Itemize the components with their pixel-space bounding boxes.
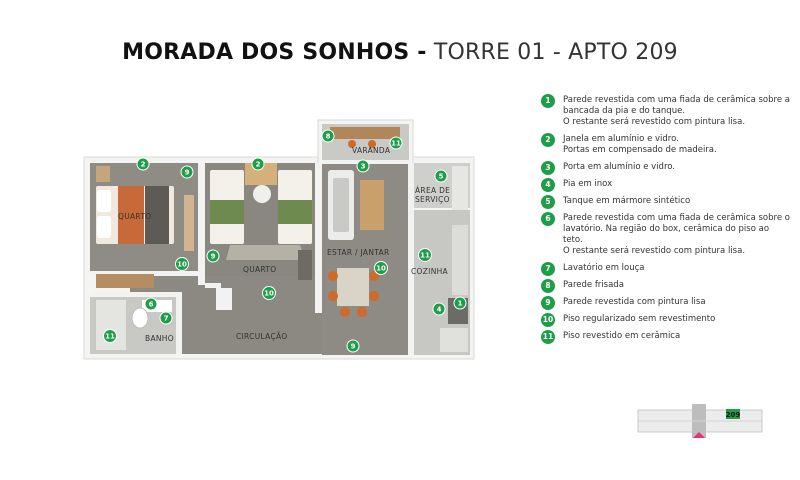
legend-text-line: Pia em inox [563, 179, 613, 189]
legend-number-badge: 2 [541, 133, 555, 147]
title-unit: TORRE 01 - APTO 209 [433, 40, 678, 65]
legend-text-line: Lavatório em louça [563, 263, 645, 273]
legend-item [541, 95, 791, 128]
legend-text-line: Janela em alumínio e vidro. [563, 134, 679, 144]
marker-4 [433, 303, 445, 315]
legend-number-badge: 10 [541, 313, 555, 327]
marker-5 [435, 170, 447, 182]
svg-text:2: 2 [140, 160, 146, 169]
svg-text:2: 2 [255, 160, 261, 169]
legend-item [541, 134, 791, 156]
svg-text:1: 1 [457, 299, 463, 308]
marker-8 [322, 130, 334, 142]
marker-9 [347, 340, 359, 352]
legend-item [541, 263, 791, 274]
svg-text:6: 6 [148, 300, 154, 309]
legend-number-badge: 8 [541, 279, 555, 293]
marker-6 [145, 298, 157, 310]
legend-number-badge: 4 [541, 178, 555, 192]
legend-text-line: O restante será revestido com pintura lisa. [563, 117, 746, 127]
legend-number-badge: 5 [541, 195, 555, 209]
marker-3 [357, 160, 369, 172]
marker-10 [176, 258, 189, 271]
svg-text:8: 8 [325, 132, 331, 141]
legend-text-line: O restante será revestido com pintura lisa. [563, 246, 746, 256]
legend-item [541, 162, 791, 173]
svg-text:4: 4 [436, 305, 442, 314]
legend-number-badge: 7 [541, 262, 555, 276]
svg-text:10: 10 [177, 260, 187, 269]
marker-2 [252, 158, 264, 170]
marker-10 [263, 287, 276, 300]
marker-2 [137, 158, 149, 170]
legend-text-line: Parede revestida com uma fiada de cerâmica sobre o [563, 213, 790, 223]
legend-number-badge: 1 [541, 94, 555, 108]
room-label-servico-2: SERVIÇO [415, 195, 450, 204]
legend-text-line: Tanque em mármore sintético [563, 196, 691, 206]
legend-item [541, 331, 791, 342]
legend-number-badge: 3 [541, 161, 555, 175]
legend-number-badge: 9 [541, 296, 555, 310]
marker-11 [390, 137, 402, 149]
room-label-cozinha: COZINHA [411, 267, 448, 276]
svg-text:3: 3 [360, 162, 366, 171]
marker-7 [160, 312, 172, 324]
legend-number-badge: 11 [541, 330, 555, 344]
room-label-circulacao: CIRCULAÇÃO [236, 332, 288, 341]
title-project: MORADA DOS SONHOS - [122, 40, 427, 65]
room-label-estar: ESTAR / JANTAR [327, 248, 390, 257]
legend-text-line: Portas em compensado de madeira. [563, 145, 717, 155]
svg-text:9: 9 [210, 252, 216, 261]
room-label-quarto-2: QUARTO [243, 265, 277, 274]
legend-text-line: Porta em alumínio e vidro. [563, 162, 676, 172]
room-label-servico-1: ÁREA DE [415, 186, 451, 195]
legend-text-line: Parede frisada [563, 280, 624, 290]
legend-number-badge: 6 [541, 212, 555, 226]
legend-text-line: Parede revestida com uma fiada de cerâmica sobre a [563, 95, 790, 105]
svg-text:11: 11 [105, 332, 115, 341]
marker-10 [375, 262, 388, 275]
svg-text:11: 11 [391, 139, 401, 148]
room-label-quarto-1: QUARTO [118, 212, 152, 221]
key-map-unit-number: 209 [725, 411, 741, 419]
legend-item [541, 297, 791, 308]
marker-11 [104, 330, 117, 343]
legend-item [541, 213, 791, 257]
marker-9 [207, 250, 219, 262]
key-map [636, 402, 766, 442]
legend-item [541, 280, 791, 291]
legend-text-line: Piso revestido em cerâmica [563, 331, 681, 341]
legend-text-line: Parede revestida com pintura lisa [563, 297, 706, 307]
furniture-circulacao [216, 288, 232, 310]
marker-1 [454, 297, 466, 309]
room-label-varanda: VARANDA [352, 146, 391, 155]
legend-text-line: Piso regularizado sem revestimento [563, 314, 716, 324]
legend-item [541, 179, 791, 190]
svg-text:9: 9 [184, 168, 190, 177]
legend-item [541, 196, 791, 207]
legend-text-line: bancada da pia e do tanque. [563, 106, 686, 116]
legend [541, 95, 791, 348]
svg-text:11: 11 [420, 251, 430, 260]
marker-9 [181, 166, 193, 178]
legend-item [541, 314, 791, 325]
svg-text:5: 5 [438, 172, 444, 181]
svg-text:10: 10 [264, 289, 274, 298]
legend-text-line: lavatório. Na região do box, cerâmica do piso ao teto. [563, 224, 770, 245]
svg-text:7: 7 [163, 314, 169, 323]
marker-11 [419, 249, 432, 262]
room-label-banho: BANHO [145, 334, 174, 343]
svg-text:9: 9 [350, 342, 356, 351]
svg-text:10: 10 [376, 264, 386, 273]
